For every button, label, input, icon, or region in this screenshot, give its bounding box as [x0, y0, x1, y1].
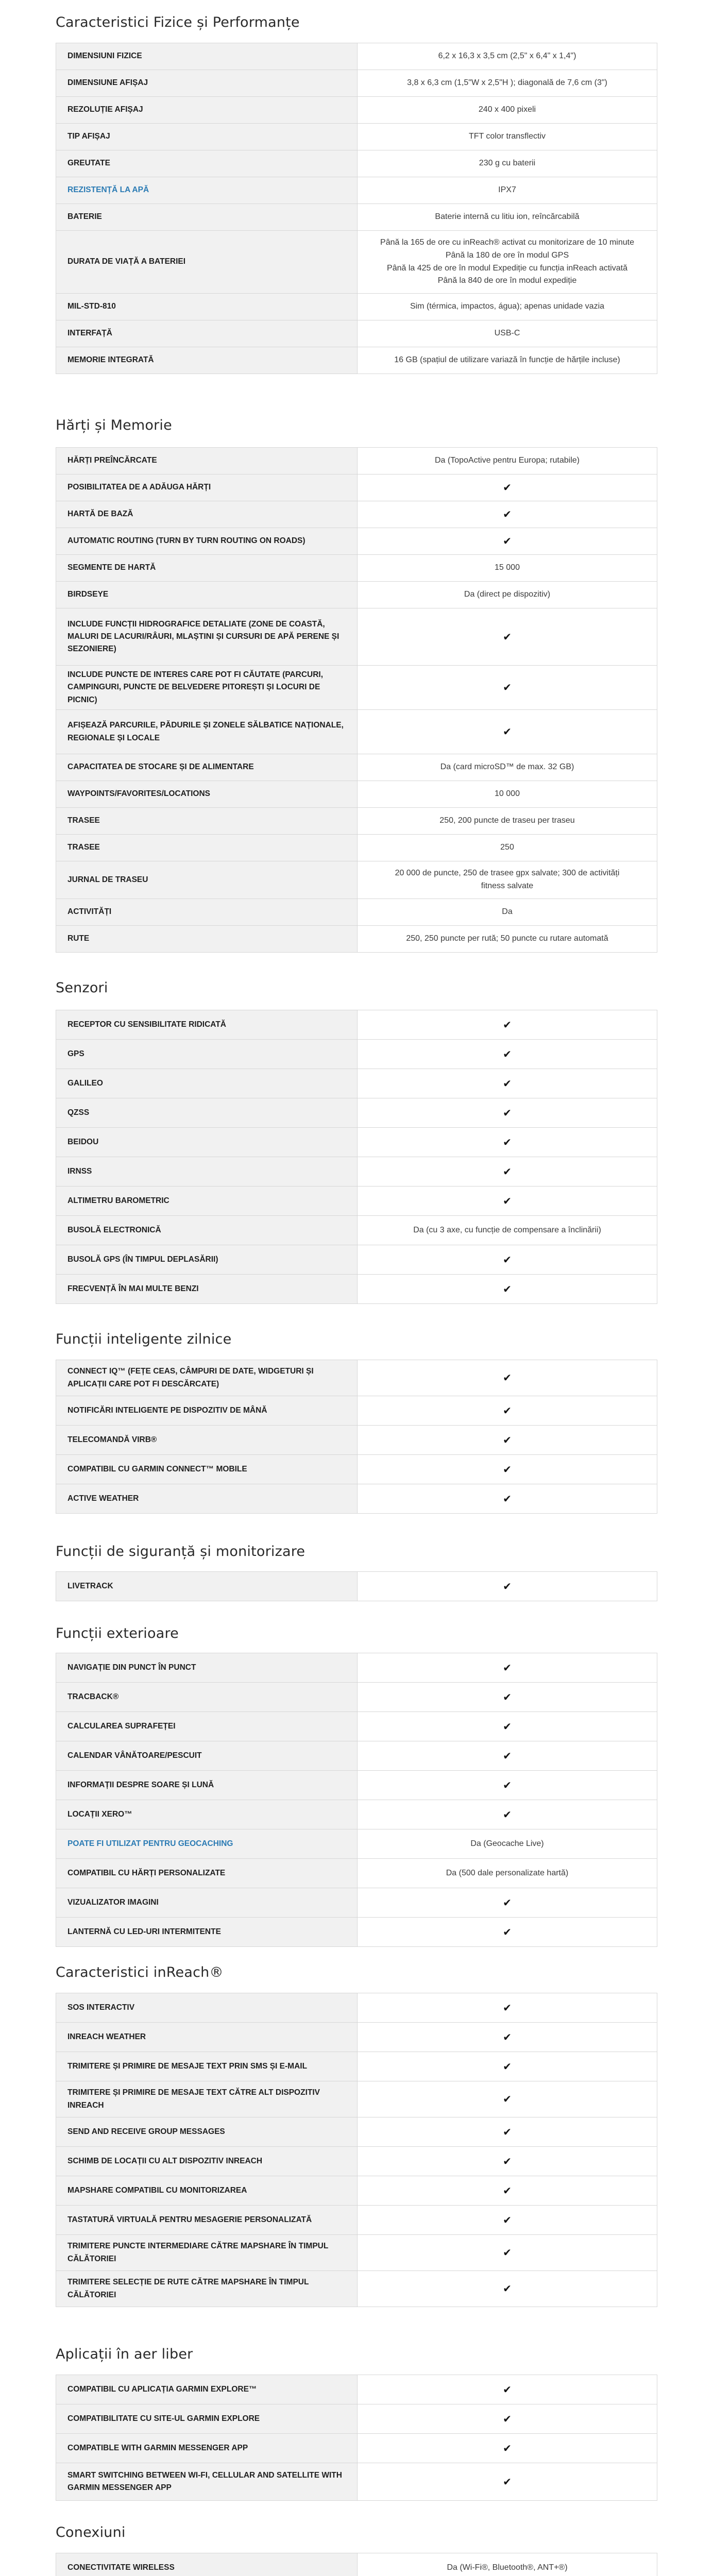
spec-value: Da (Wi-Fi®, Bluetooth®, ANT+®) [358, 2553, 657, 2576]
check-icon: ✔ [503, 1433, 512, 1446]
spec-value [358, 1888, 657, 1918]
spec-label: SCHIMB DE LOCAȚII CU ALT DISPOZITIV INREACH [56, 2147, 358, 2176]
spec-label: QZSS [56, 1098, 358, 1128]
spec-row [56, 1653, 657, 1683]
section-title-functii-exterioare: Funcții exterioare [56, 1625, 179, 1641]
spec-row [56, 1010, 657, 1040]
check-icon: ✔ [503, 2093, 512, 2105]
spec-value: 10 000 [358, 781, 657, 808]
spec-value [358, 1245, 657, 1275]
spec-table-caracteristici-inreach [56, 1993, 657, 2307]
spec-value [358, 2271, 657, 2307]
section-title-aplicatii-in-aer-liber: Aplicații în aer liber [56, 2346, 193, 2362]
spec-row [56, 608, 657, 666]
spec-value: Da (500 dale personalizate hartă) [358, 1859, 657, 1888]
spec-label: GALILEO [56, 1069, 358, 1098]
spec-value [358, 2117, 657, 2147]
spec-row [56, 666, 657, 710]
check-icon: ✔ [503, 2282, 512, 2295]
spec-row [56, 2271, 657, 2307]
spec-row [56, 582, 657, 608]
spec-row [56, 124, 657, 150]
spec-row [56, 1157, 657, 1187]
spec-value [358, 2375, 657, 2404]
spec-label: AFIȘEAZĂ PARCURILE, PĂDURILE ȘI ZONELE SĂLBATICE NAȚIONALE, REGIONALE ȘI LOCALE [56, 710, 358, 754]
spec-row [56, 2176, 657, 2206]
check-icon: ✔ [503, 1253, 512, 1266]
spec-value: 230 g cu baterii [358, 150, 657, 177]
spec-value: Da (cu 3 axe, cu funcție de compensare a înclinării) [358, 1216, 657, 1245]
spec-label: GREUTATE [56, 150, 358, 177]
spec-value [358, 1157, 657, 1187]
spec-row [56, 347, 657, 374]
spec-value: TFT color transflectiv [358, 124, 657, 150]
spec-label-link[interactable]: REZISTENȚĂ LA APĂ [56, 177, 358, 204]
spec-table-functii-de-siguranta-si-monitorizare [56, 1571, 657, 1601]
spec-row [56, 231, 657, 294]
spec-label: NOTIFICĂRI INTELIGENTE PE DISPOZITIV DE MÂNĂ [56, 1396, 358, 1426]
check-icon: ✔ [503, 2383, 512, 2396]
spec-value [358, 1098, 657, 1128]
spec-value: Da (Geocache Live) [358, 1829, 657, 1859]
check-icon: ✔ [503, 508, 512, 520]
spec-label: CAPACITATEA DE STOCARE ȘI DE ALIMENTARE [56, 754, 358, 781]
spec-table-aplicatii-in-aer-liber [56, 2375, 657, 2501]
spec-value: Baterie internă cu litiu ion, reîncărcabilă [358, 204, 657, 231]
spec-value [358, 1040, 657, 1069]
spec-label: CONECTIVITATE WIRELESS [56, 2553, 358, 2576]
check-icon: ✔ [503, 2155, 512, 2167]
spec-row [56, 448, 657, 474]
check-icon: ✔ [503, 1720, 512, 1733]
spec-value [358, 474, 657, 501]
check-icon: ✔ [503, 2442, 512, 2454]
spec-row [56, 1128, 657, 1157]
spec-row [56, 555, 657, 582]
spec-label: TRIMITERE ȘI PRIMIRE DE MESAJE TEXT PRIN SMS ȘI E-MAIL [56, 2052, 358, 2081]
spec-value-line: fitness salvate [481, 882, 534, 890]
section-title-senzori: Senzori [56, 980, 108, 996]
spec-row [56, 43, 657, 70]
spec-table-functii-exterioare [56, 1653, 657, 1947]
spec-value [358, 1712, 657, 1741]
spec-row [56, 1993, 657, 2023]
spec-label: LIVETRACK [56, 1572, 358, 1601]
spec-row [56, 2375, 657, 2404]
spec-row [56, 861, 657, 899]
spec-value [358, 2081, 657, 2117]
spec-row [56, 1216, 657, 1245]
spec-label: TELECOMANDĂ VIRB® [56, 1426, 358, 1455]
spec-row [56, 2206, 657, 2235]
spec-row [56, 320, 657, 347]
spec-value: IPX7 [358, 177, 657, 204]
spec-value [358, 1396, 657, 1426]
spec-label: SOS INTERACTIV [56, 1993, 358, 2023]
check-icon: ✔ [503, 1165, 512, 1178]
spec-row [56, 754, 657, 781]
section-title-conexiuni: Conexiuni [56, 2524, 126, 2540]
spec-row [56, 2117, 657, 2147]
spec-row [56, 808, 657, 835]
check-icon: ✔ [503, 1106, 512, 1119]
spec-label: COMPATIBIL CU GARMIN CONNECT™ MOBILE [56, 1455, 358, 1484]
spec-label-link[interactable]: POATE FI UTILIZAT PENTRU GEOCACHING [56, 1829, 358, 1859]
spec-value [358, 2235, 657, 2271]
check-icon: ✔ [503, 2213, 512, 2226]
spec-label: COMPATIBIL CU HĂRȚI PERSONALIZATE [56, 1859, 358, 1888]
spec-label: VIZUALIZATOR IMAGINI [56, 1888, 358, 1918]
spec-label: COMPATIBIL CU APLICAȚIA GARMIN EXPLORE™ [56, 2375, 358, 2404]
spec-row [56, 474, 657, 501]
section-title-harti-si-memorie: Hărți și Memorie [56, 417, 172, 433]
spec-row [56, 1800, 657, 1829]
spec-value [358, 710, 657, 754]
spec-label: INCLUDE FUNCȚII HIDROGRAFICE DETALIATE (ZONE DE COASTĂ, MALURI DE LACURI/RÂURI, MLAȘTINI ȘI CURSURI DE APĂ PERENE ȘI SEZONIERE) [56, 608, 358, 666]
spec-label: ACTIVITĂȚI [56, 899, 358, 926]
spec-value [358, 1771, 657, 1800]
spec-row [56, 528, 657, 555]
spec-table-harti-si-memorie [56, 447, 657, 953]
spec-row [56, 1187, 657, 1216]
spec-row [56, 926, 657, 953]
spec-value [358, 2434, 657, 2463]
check-icon: ✔ [503, 2412, 512, 2425]
spec-label: TASTATURĂ VIRTUALĂ PENTRU MESAGERIE PERSONALIZATĂ [56, 2206, 358, 2235]
spec-value-line: Până la 840 de ore în modul expediție [437, 276, 577, 285]
spec-label: BUSOLĂ ELECTRONICĂ [56, 1216, 358, 1245]
spec-row [56, 1040, 657, 1069]
check-icon: ✔ [503, 1136, 512, 1148]
spec-row [56, 1741, 657, 1771]
spec-row [56, 2081, 657, 2117]
spec-value: 240 x 400 pixeli [358, 97, 657, 124]
spec-value: 250 [358, 835, 657, 861]
spec-label: TRASEE [56, 808, 358, 835]
spec-row [56, 1484, 657, 1514]
spec-value [358, 861, 657, 899]
spec-row [56, 97, 657, 124]
spec-label: HARTĂ DE BAZĂ [56, 501, 358, 528]
spec-label: TIP AFIȘAJ [56, 124, 358, 150]
spec-label: INCLUDE PUNCTE DE INTERES CARE POT FI CĂUTATE (PARCURI, CAMPINGURI, PUNCTE DE BELVEDERE PITOREȘTI ȘI LOCURI DE PICNIC) [56, 666, 358, 710]
check-icon: ✔ [503, 2030, 512, 2043]
spec-table-caracteristici-fizice-si-performante [56, 43, 657, 374]
spec-label: NAVIGAȚIE DIN PUNCT ÎN PUNCT [56, 1653, 358, 1683]
spec-label: MEMORIE INTEGRATĂ [56, 347, 358, 374]
check-icon: ✔ [503, 1282, 512, 1295]
spec-value [358, 2147, 657, 2176]
spec-value [358, 2176, 657, 2206]
check-icon: ✔ [503, 481, 512, 494]
spec-label: ALTIMETRU BAROMETRIC [56, 1187, 358, 1216]
spec-value: 3,8 x 6,3 cm (1,5"W x 2,5"H ); diagonală de 7,6 cm (3") [358, 70, 657, 97]
spec-label: SEGMENTE DE HARTĂ [56, 555, 358, 582]
spec-value: Da (card microSD™ de max. 32 GB) [358, 754, 657, 781]
spec-label: LANTERNĂ CU LED-URI INTERMITENTE [56, 1918, 358, 1947]
spec-value [358, 2463, 657, 2501]
spec-row [56, 1771, 657, 1800]
spec-value: 15 000 [358, 555, 657, 582]
spec-row [56, 2434, 657, 2463]
spec-row [56, 294, 657, 320]
spec-label: DIMENSIUNI FIZICE [56, 43, 358, 70]
spec-value [358, 2052, 657, 2081]
spec-label: CALENDAR VÂNĂTOARE/PESCUIT [56, 1741, 358, 1771]
spec-value [358, 1918, 657, 1947]
spec-value [358, 2404, 657, 2434]
spec-label: MIL-STD-810 [56, 294, 358, 320]
spec-label: AUTOMATIC ROUTING (TURN BY TURN ROUTING ON ROADS) [56, 528, 358, 555]
section-title-functii-de-siguranta-si-monitorizare: Funcții de siguranță și monitorizare [56, 1544, 305, 1560]
spec-row [56, 2052, 657, 2081]
spec-label: IRNSS [56, 1157, 358, 1187]
spec-value: 250, 200 puncte de traseu per traseu [358, 808, 657, 835]
spec-row [56, 2023, 657, 2052]
spec-row [56, 204, 657, 231]
check-icon: ✔ [503, 725, 512, 738]
spec-label: RUTE [56, 926, 358, 953]
spec-row [56, 899, 657, 926]
check-icon: ✔ [503, 1371, 512, 1384]
check-icon: ✔ [503, 2184, 512, 2197]
spec-label: CALCULAREA SUPRAFEȚEI [56, 1712, 358, 1741]
spec-label: INTERFAȚĂ [56, 320, 358, 347]
check-icon: ✔ [503, 1808, 512, 1821]
spec-value: 250, 250 puncte per rută; 50 puncte cu rutare automată [358, 926, 657, 953]
spec-label: HĂRȚI PREÎNCĂRCATE [56, 448, 358, 474]
spec-value [358, 1741, 657, 1771]
spec-label: BEIDOU [56, 1128, 358, 1157]
spec-table-functii-inteligente-zilnice [56, 1360, 657, 1514]
check-icon: ✔ [503, 630, 512, 643]
section-title-caracteristici-fizice-si-performante: Caracteristici Fizice și Performanțe [56, 14, 300, 30]
check-icon: ✔ [503, 1492, 512, 1505]
spec-row [56, 1360, 657, 1396]
check-icon: ✔ [503, 1690, 512, 1703]
spec-label: JURNAL DE TRASEU [56, 861, 358, 899]
check-icon: ✔ [503, 1047, 512, 1060]
check-icon: ✔ [503, 1580, 512, 1592]
spec-table-senzori [56, 1010, 657, 1304]
spec-value [358, 1069, 657, 1098]
spec-row [56, 2463, 657, 2501]
check-icon: ✔ [503, 1778, 512, 1791]
spec-value [358, 666, 657, 710]
spec-row [56, 1712, 657, 1741]
spec-row [56, 781, 657, 808]
spec-row [56, 150, 657, 177]
spec-value [358, 2023, 657, 2052]
check-icon: ✔ [503, 1925, 512, 1938]
spec-row [56, 1275, 657, 1304]
spec-label: WAYPOINTS/FAVORITES/LOCATIONS [56, 781, 358, 808]
spec-label: REZOLUȚIE AFIȘAJ [56, 97, 358, 124]
spec-value [358, 1275, 657, 1304]
spec-table-conexiuni [56, 2553, 657, 2576]
spec-value: 6,2 x 16,3 x 3,5 cm (2,5" x 6,4" x 1,4") [358, 43, 657, 70]
spec-label: COMPATIBLE WITH GARMIN MESSENGER APP [56, 2434, 358, 2463]
check-icon: ✔ [503, 1018, 512, 1031]
spec-value [358, 1800, 657, 1829]
spec-value [358, 1683, 657, 1712]
spec-label: MAPSHARE COMPATIBIL CU MONITORIZAREA [56, 2176, 358, 2206]
spec-label: COMPATIBILITATE CU SITE-UL GARMIN EXPLORE [56, 2404, 358, 2434]
spec-value [358, 1187, 657, 1216]
check-icon: ✔ [503, 2125, 512, 2138]
check-icon: ✔ [503, 1749, 512, 1762]
spec-label: DURATA DE VIAȚĂ A BATERIEI [56, 231, 358, 294]
spec-label: SEND AND RECEIVE GROUP MESSAGES [56, 2117, 358, 2147]
spec-row [56, 2147, 657, 2176]
spec-label: TRIMITERE ȘI PRIMIRE DE MESAJE TEXT CĂTRE ALT DISPOZITIV INREACH [56, 2081, 358, 2117]
spec-label: FRECVENȚĂ ÎN MAI MULTE BENZI [56, 1275, 358, 1304]
spec-value-line: Până la 425 de ore în modul Expediție cu funcția inReach activată [387, 263, 627, 273]
spec-label: TRIMITERE PUNCTE INTERMEDIARE CĂTRE MAPSHARE ÎN TIMPUL CĂLĂTORIEI [56, 2235, 358, 2271]
spec-row [56, 1245, 657, 1275]
spec-value: Da (TopoActive pentru Europa; rutabile) [358, 448, 657, 474]
check-icon: ✔ [503, 1404, 512, 1417]
spec-row [56, 1918, 657, 1947]
check-icon: ✔ [503, 2060, 512, 2073]
check-icon: ✔ [503, 1194, 512, 1207]
spec-value [358, 501, 657, 528]
check-icon: ✔ [503, 2475, 512, 2488]
spec-value-line: 20 000 de puncte, 250 de trasee gpx salvate; 300 de activități [395, 869, 620, 878]
spec-label: BIRDSEYE [56, 582, 358, 608]
check-icon: ✔ [503, 2001, 512, 2014]
spec-row [56, 1455, 657, 1484]
check-icon: ✔ [503, 1896, 512, 1909]
spec-row [56, 501, 657, 528]
spec-value [358, 231, 657, 294]
spec-row [56, 70, 657, 97]
spec-row [56, 1683, 657, 1712]
spec-row [56, 835, 657, 861]
section-title-caracteristici-inreach: Caracteristici inReach® [56, 1964, 224, 1980]
spec-row [56, 2235, 657, 2271]
spec-value [358, 1653, 657, 1683]
spec-value: Da [358, 899, 657, 926]
spec-row [56, 2404, 657, 2434]
spec-row [56, 177, 657, 204]
check-icon: ✔ [503, 1463, 512, 1476]
check-icon: ✔ [503, 1077, 512, 1090]
spec-row [56, 1069, 657, 1098]
spec-value [358, 2206, 657, 2235]
spec-label: TRASEE [56, 835, 358, 861]
spec-label: POSIBILITATEA DE A ADĂUGA HĂRȚI [56, 474, 358, 501]
spec-label: GPS [56, 1040, 358, 1069]
spec-label: CONNECT IQ™ (FEȚE CEAS, CÂMPURI DE DATE, WIDGETURI ȘI APLICAȚII CARE POT FI DESCĂRCATE) [56, 1360, 358, 1396]
spec-value [358, 1993, 657, 2023]
spec-label: LOCAȚII XERO™ [56, 1800, 358, 1829]
spec-label: TRIMITERE SELECȚIE DE RUTE CĂTRE MAPSHARE ÎN TIMPUL CĂLĂTORIEI [56, 2271, 358, 2307]
spec-value: USB-C [358, 320, 657, 347]
spec-label: DIMENSIUNE AFIȘAJ [56, 70, 358, 97]
spec-row [56, 1829, 657, 1859]
spec-value [358, 1010, 657, 1040]
spec-value: Sim (térmica, impactos, água); apenas unidade vazia [358, 294, 657, 320]
spec-value: 16 GB (spațiul de utilizare variază în funcție de hărțile incluse) [358, 347, 657, 374]
spec-label: INREACH WEATHER [56, 2023, 358, 2052]
spec-row [56, 1426, 657, 1455]
spec-label: ACTIVE WEATHER [56, 1484, 358, 1514]
spec-value [358, 1360, 657, 1396]
spec-label: RECEPTOR CU SENSIBILITATE RIDICATĂ [56, 1010, 358, 1040]
spec-label: BUSOLĂ GPS (ÎN TIMPUL DEPLASĂRII) [56, 1245, 358, 1275]
spec-row [56, 1572, 657, 1601]
spec-row [56, 1859, 657, 1888]
check-icon: ✔ [503, 1661, 512, 1674]
spec-label: TRACBACK® [56, 1683, 358, 1712]
check-icon: ✔ [503, 2246, 512, 2259]
spec-label: INFORMAȚII DESPRE SOARE ȘI LUNĂ [56, 1771, 358, 1800]
spec-value [358, 528, 657, 555]
section-title-functii-inteligente-zilnice: Funcții inteligente zilnice [56, 1331, 232, 1347]
spec-row [56, 2553, 657, 2576]
spec-value [358, 608, 657, 666]
check-icon: ✔ [503, 535, 512, 547]
spec-row [56, 1396, 657, 1426]
spec-value [358, 1484, 657, 1514]
spec-label: SMART SWITCHING BETWEEN WI-FI, CELLULAR AND SATELLITE WITH GARMIN MESSENGER APP [56, 2463, 358, 2501]
spec-value [358, 1426, 657, 1455]
spec-value: Da (direct pe dispozitiv) [358, 582, 657, 608]
spec-value [358, 1128, 657, 1157]
spec-row [56, 710, 657, 754]
check-icon: ✔ [503, 681, 512, 693]
spec-value-line: Până la 165 de ore cu inReach® activat cu monitorizare de 10 minute [380, 238, 634, 247]
spec-value-line: Până la 180 de ore în modul GPS [445, 250, 569, 260]
spec-value [358, 1572, 657, 1601]
spec-row [56, 1888, 657, 1918]
spec-value [358, 1455, 657, 1484]
spec-label: BATERIE [56, 204, 358, 231]
spec-row [56, 1098, 657, 1128]
